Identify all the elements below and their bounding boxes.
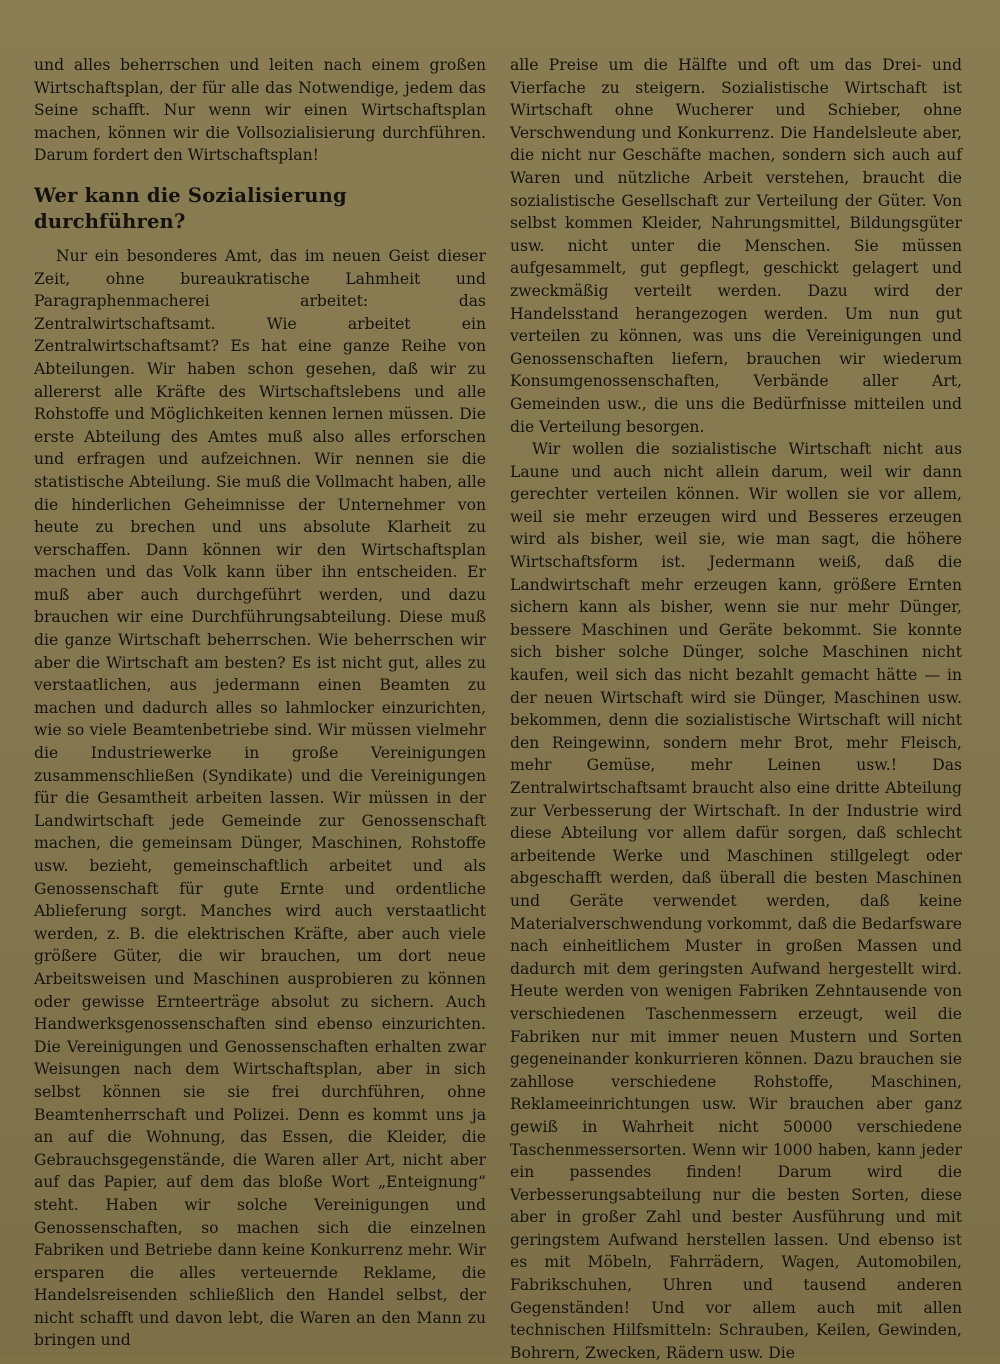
left-column <box>34 54 486 1352</box>
left-paragraph-2: Nur ein besonderes Amt, das im neuen Geist dieser Zeit, ohne bureaukratische Lahmheit und Paragraphenmacherei arbeitet: das Zentralwirtschaftsamt. Wie arbeitet ein Zentralwirtschaftsamt? Es hat eine ganze Reihe von Abteilungen. Wir haben schon gesehen, daß wir zu allererst alle Kräfte des Wirtschaftslebens und alle Rohstoffe und Möglichkeiten kennen lernen müssen. Die erste Abteilung des Amtes muß also alles erforschen und erfragen und aufzeichnen. Wir nennen sie die statistische Abteilung. Sie muß die Vollmacht haben, alle die hinderlichen Geheimnisse der Unternehmer von heute zu brechen und uns absolute Klarheit zu verschaffen. Dann können wir den Wirtschaftsplan machen und das Volk kann über ihn entscheiden. Er muß aber auch durchgeführt werden, und dazu brauchen wir eine Durchführungsabteilung. Diese muß die ganze Wirtschaft beherrschen. Wie beherrschen wir aber die Wirtschaft am besten? Es ist nicht gut, alles zu verstaatlichen, aus jedermann einen Beamten zu machen und dadurch alles so lahmlocker einzurichten, wie so viele Beamtenbetriebe sind. Wir müssen vielmehr die Industriewerke in große Vereinigungen zusammenschließen (Syndikate) und die Vereinigungen für die Gesamtheit arbeiten lassen. Wir müssen in der Landwirtschaft jede Gemeinde zur Genossenschaft machen, die gemeinsam Dünger, Maschinen, Rohstoffe usw. bezieht, gemeinschaftlich arbeitet und als Genossenschaft für gute Ernte und ordentliche Ablieferung sorgt. Manches wird auch verstaatlicht werden, z. B. die elektrischen Kräfte, aber auch viele größere Güter, die wir brauchen, um dort neue Arbeitsweisen und Maschinen ausprobieren zu können oder gewisse Ernteerträge absolut zu sichern. Auch Handwerksgenossenschaften sind ebenso einzurichten. Die Vereinigungen und Genossenschaften erhalten zwar Weisungen nach dem Wirtschaftsplan, aber in sich selbst können sie sie frei durchführen, ohne Beamtenherrschaft und Polizei. Denn es kommt uns ja an auf die Wohnung, das Essen, die Kleider, die Gebrauchsgegenstände, die Waren aller Art, nicht aber auf das Papier, auf dem das bloße Wort „Enteignung“ steht. Haben wir solche Vereinigungen und Genossenschaften, so machen sich die einzelnen Fabriken und Betriebe dann keine Konkurrenz mehr. Wir ersparen die alles verteuernde Reklame, die Handelsreisenden schließlich den Handel selbst, der nicht schafft und davon lebt, die Waren an den Mann zu bringen und <box>34 246 486 1350</box>
right-paragraph-2: Wir wollen die sozialistische Wirtschaft nicht aus Laune und auch nicht allein darum, weil wir dann gerechter verteilen können. Wir wollen sie vor allem, weil sie mehr erzeugen wird und Besseres erzeugen wird als bisher, weil sie, wie man sagt, die höhere Wirtschaftsform ist. Jedermann weiß, daß die Landwirtschaft mehr erzeugen kann, größere Ernten sichern kann als bisher, wenn sie nur mehr Dünger, bessere Maschinen und Geräte bekommt. Sie konnte sich bisher solche Dünger, solche Maschinen nicht kaufen, weil sich das nicht bezahlt gemacht hätte — in der neuen Wirtschaft wird sie Dünger, Maschinen usw. bekommen, denn die sozialistische Wirtschaft will nicht den Reingewinn, sondern mehr Brot, mehr Fleisch, mehr Gemüse, mehr Leinen usw.! Das Zentralwirtschaftsamt braucht also eine dritte Abteilung zur Verbesserung der Wirtschaft. In der Industrie wird diese Abteilung vor allem dafür sorgen, daß schlecht arbeitende Werke und Maschinen stillgelegt oder abgeschafft werden, daß überall die besten Maschinen und Geräte verwendet werden, daß keine Materialverschwendung vorkommt, daß die Bedarfsware nach einheitlichem Muster in großen Massen und dadurch mit dem geringsten Aufwand hergestellt wird. Heute werden von wenigen Fabriken Zehntausende von verschiedenen Taschenmessern erzeugt, weil die Fabriken nur mit immer neuen Mustern und Sorten gegeneinander konkurrieren können. Dazu brauchen sie zahllose verschiedene Rohstoffe, Maschinen, Reklameeinrichtungen usw. Wir brauchen aber ganz gewiß in Wahrheit nicht 50000 verschiedene Taschenmessersorten. Wenn wir 1000 haben, kann jeder ein passendes finden! Darum wird die Verbesserungsabteilung nur die besten Sorten, diese aber in großer Zahl und bester Ausführung und mit geringstem Aufwand herstellen lassen. Und ebenso ist es mit Möbeln, Fahrrädern, Wagen, Automobilen, Fabrikschuhen, Uhren und tausend anderen Gegenständen! Und vor allem auch mit allen technischen Hilfsmitteln: Schrauben, Keilen, Gewinden, Bohrern, Zwecken, Rädern usw. Die <box>510 440 962 1362</box>
right-column <box>510 54 962 1364</box>
right-paragraph-1: alle Preise um die Hälfte und oft um das Drei- und Vierfache zu steigern. Sozialistische Wirtschaft ist Wirtschaft ohne Wucherer und Schieber, ohne Verschwendung und Konkurrenz. Die Handelsleute aber, die nicht nur Geschäfte machen, sondern sich auch auf Waren und nützliche Arbeit verstehen, braucht die sozialistische Gesellschaft zur Verteilung der Güter. Von selbst kommen Kleider, Nahrungsmittel, Bildungsgüter usw. nicht unter die Menschen. Sie müssen aufgesammelt, gut gepflegt, geschickt gelagert und zweckmäßig verteilt werden. Dazu wird der Handelsstand herangezogen werden. Um nun gut verteilen zu können, was uns die Vereinigungen und Genossenschaften liefern, brauchen wir wiederum Konsumgenossenschaften, Verbände aller Art, Gemeinden usw., die uns die Bedürfnisse mitteilen und die Verteilung besorgen. <box>510 56 962 436</box>
section-heading: Wer kann die Sozialisierung durchführen? <box>34 183 347 233</box>
left-paragraph-1: und alles beherrschen und leiten nach einem großen Wirtschaftsplan, der für alle das Notwendige, jedem das Seine schafft. Nur wenn wir einen Wirtschaftsplan machen, können wir die Vollsozialisierung durchführen. Darum fordert den Wirtschaftsplan! <box>34 56 486 165</box>
